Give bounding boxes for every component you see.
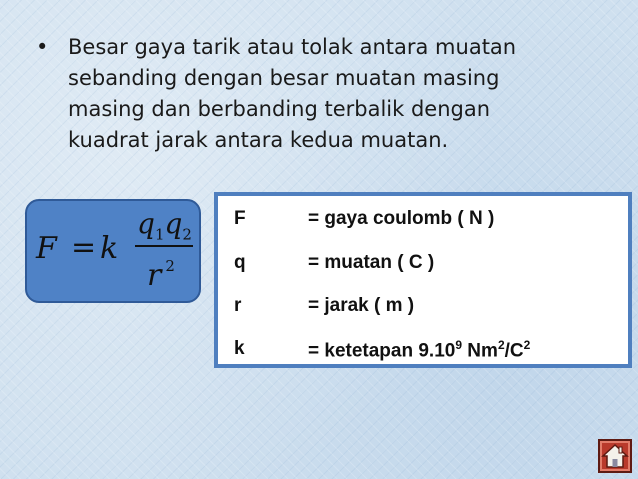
unit-c-exponent: 2 bbox=[523, 338, 531, 352]
legend-symbol: q bbox=[234, 252, 246, 273]
legend-definition: = jarak ( m ) bbox=[308, 295, 415, 316]
constant-exponent: 9 bbox=[455, 338, 463, 352]
legend-row-q bbox=[234, 252, 620, 282]
bullet-marker: • bbox=[36, 35, 49, 59]
formula-numerator bbox=[137, 207, 192, 244]
unit-m-exponent: 2 bbox=[497, 338, 505, 352]
variable-legend-table bbox=[214, 192, 632, 368]
formula-equals: = bbox=[71, 230, 97, 265]
legend-row-k bbox=[234, 338, 620, 368]
legend-symbol: F bbox=[234, 208, 246, 229]
bullet-text: Besar gaya tarik atau tolak antara muatan sebanding dengan besar muatan masing masing dan berbanding terbalik dengan kuadrat jarak antara kedua muatan. bbox=[68, 35, 517, 152]
legend-definition: = muatan ( C ) bbox=[308, 252, 435, 273]
charge-q2: q bbox=[164, 207, 183, 240]
charge-sub-2: 2 bbox=[182, 225, 192, 244]
home-button[interactable] bbox=[598, 439, 632, 473]
legend-row-f bbox=[234, 208, 620, 238]
formula-force: F bbox=[36, 231, 57, 266]
formula-constant: k bbox=[100, 231, 119, 266]
fraction-bar bbox=[135, 245, 193, 247]
home-icon bbox=[600, 441, 630, 471]
formula-denominator bbox=[147, 257, 175, 293]
distance-exponent: 2 bbox=[165, 257, 175, 275]
distance-r: r bbox=[147, 258, 162, 293]
constant-unit-nm: Nm bbox=[462, 340, 498, 362]
legend-symbol: k bbox=[234, 338, 245, 359]
legend-row-r bbox=[234, 295, 620, 325]
charge-sub-1: 1 bbox=[154, 225, 165, 244]
constant-unit-c: /C bbox=[504, 340, 524, 362]
constant-prefix: = ketetapan 9.10 bbox=[308, 340, 456, 362]
legend-definition bbox=[308, 338, 530, 362]
charge-q1: q bbox=[137, 207, 155, 240]
bullet-point bbox=[36, 32, 596, 156]
coulomb-formula-box bbox=[25, 199, 201, 303]
legend-symbol: r bbox=[234, 295, 242, 316]
legend-definition: = gaya coulomb ( N ) bbox=[308, 208, 495, 229]
